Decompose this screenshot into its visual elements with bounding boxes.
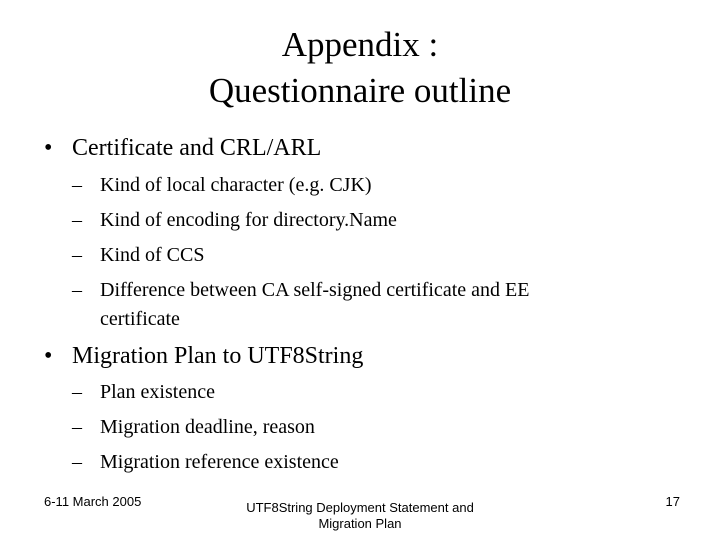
dash-mark: –	[72, 381, 82, 403]
footer-date: 6-11 March 2005	[44, 494, 142, 509]
sub-item-text: Kind of local character (e.g. CJK)	[100, 174, 372, 196]
sub-item-text: Migration deadline, reason	[100, 416, 315, 438]
footer-page-number: 17	[665, 494, 680, 509]
bullet-label: Migration Plan to UTF8String	[72, 343, 364, 369]
footer-title	[230, 500, 490, 532]
sub-item-text: Plan existence	[100, 381, 215, 403]
dash-mark: –	[72, 451, 82, 473]
dash-mark: –	[72, 279, 82, 301]
bullet-label: Certificate and CRL/ARL	[72, 135, 322, 161]
slide-title	[0, 22, 720, 114]
bullet-mark: •	[44, 343, 53, 369]
dash-mark: –	[72, 416, 82, 438]
slide-title-line-1: Appendix :	[281, 25, 439, 64]
dash-mark: –	[72, 174, 82, 196]
sub-item-text: Migration reference existence	[100, 451, 339, 473]
sub-item-text-continued: certificate	[100, 308, 180, 330]
bullet-mark: •	[44, 135, 53, 161]
dash-mark: –	[72, 244, 82, 266]
sub-item-text: Kind of CCS	[100, 244, 205, 266]
sub-item-text: Difference between CA self-signed certificate and EE	[100, 279, 530, 301]
slide-title-line-2: Questionnaire outline	[208, 71, 512, 110]
dash-mark: –	[72, 209, 82, 231]
sub-item-text: Kind of encoding for directory.Name	[100, 209, 397, 231]
footer-title-line-1: UTF8String Deployment Statement and	[246, 500, 474, 515]
footer-title-line-2: Migration Plan	[318, 516, 402, 531]
